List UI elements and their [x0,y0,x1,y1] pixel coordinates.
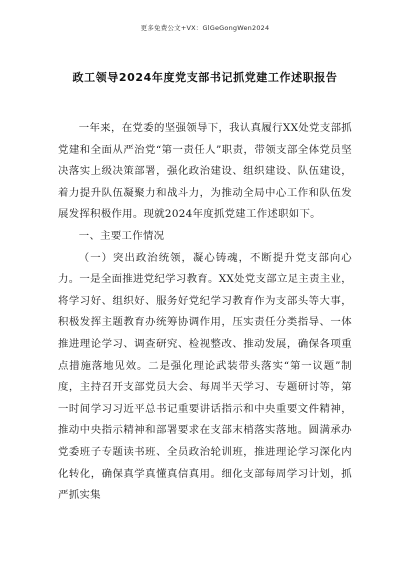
section-heading: 一、主要工作情况 [78,229,165,242]
section-body-paragraph: （一）突出政治统领，凝心铸魂，不断提升党支部向心力。一是全面推进党纪学习教育。XX处党支部立足主责主业，将学习好、组织好、服务好党纪学习教育作为支部头等大事，积极发挥主题教育办统筹协调作用，压实责任分类指导、一体推进理论学习、调查研究、检视整改、推动发展，确保各项重点措施落地见效。二是强化理论武装带头落实“第一议题”制度，主持召开支部党员大会、每周半天学习、专题研讨等，第一时间学习习近平总书记重要讲话指示和中央重要文件精神，推动中央指示精神和部署要求在支部末梢落实落地。圆满承办党委班子专题读书班、全员政治轮训班，推进理论学习深化内化转化，确保真学真懂真信真用。细化支部每周学习计划，抓严抓实集 [58,251,352,502]
document-body [58,118,352,507]
header-note: 更多免费公文+VX：GlGeGongWen2024 [140,24,270,32]
intro-paragraph: 一年来，在党委的坚强领导下，我认真履行XX处党支部抓党建和全面从严治党“第一责任人”职责，带领支部全体党员坚决落实上级决策部署，强化政治建设、组织建设、队伍建设，着力提升队伍凝聚力和战斗力，为推动全局中心工作和队伍发展发挥积极作用。现就2024年度抓党建工作述职如下。 [58,122,352,221]
document-title: 政工领导2024年度党支部书记抓党建工作述职报告 [72,71,338,84]
